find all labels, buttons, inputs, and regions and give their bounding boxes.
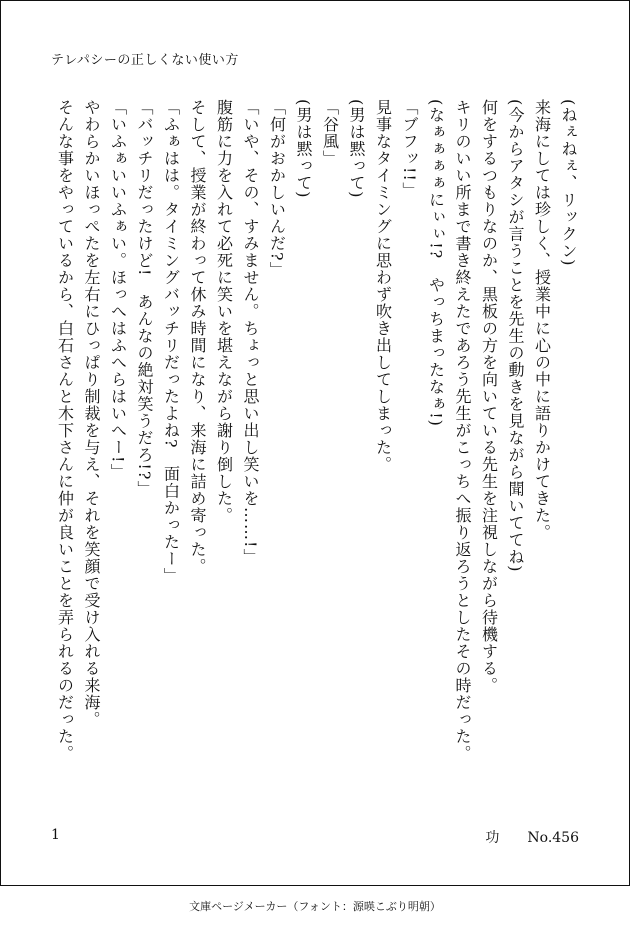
text-line-5: キリのいい所まで書き終えたであろう先生がこっちへ振り返ろうとしたその時だった。 [453, 99, 472, 762]
text-line-15: そして、授業が終わって休み時間になり、来海に詰め寄った。 [188, 99, 207, 575]
work-number: No.456 [527, 830, 579, 846]
text-line-2: 来海にしては珍しく、授業中に心の中に語りかけてきた。 [532, 99, 552, 541]
text-line-17: 「バッチリだったけど! あんなの絶対笑うだろ!?」 [135, 99, 154, 498]
text-line-1: (ねぇねぇ、リックン) [559, 99, 578, 267]
vertical-body-text [51, 99, 581, 819]
text-line-13: 「いや、その、すみません。ちょっと思い出し笑いを……!」 [241, 99, 260, 566]
author-name: 功 [485, 830, 500, 846]
text-line-16: 「ふぁはは。タイミングバッチリだったよね? 面白かったー」 [161, 99, 181, 585]
text-line-6: (なぁぁぁぁにぃぃ!? やっちまったなぁ!) [426, 99, 446, 427]
text-line-12: 「何がおかしいんだ?」 [267, 99, 287, 279]
text-line-9: (男は黙って) [347, 99, 366, 199]
text-line-18: 「いふぁいいふぁい。ほっへはふへらはいへー!」 [108, 99, 128, 481]
text-line-10: 「谷風」 [320, 99, 340, 167]
text-line-7: 「ブフッ!!」 [400, 99, 419, 199]
text-line-4: 何をするつもりなのか、黒板の方を向いている先生を注視しながら待機する。 [479, 99, 499, 694]
text-line-8: 見事なタイミングに思わず吹き出してしまった。 [373, 99, 393, 473]
author-info [485, 827, 579, 847]
text-line-3: (今からアタシが言うことを先生の動きを見ながら聞いててね) [506, 99, 525, 573]
story-title: テレパシーの正しくない使い方 [51, 53, 239, 68]
text-line-11: (男は黙って) [294, 99, 313, 199]
text-line-14: 腹筋に力を入れて必死に笑いを堪えながら謝り倒した。 [214, 99, 234, 524]
text-line-20: そんな事をやっているから、白石さんと木下さんに仲が良いことを弄られるのだった。 [55, 99, 75, 762]
text-line-19: やわらかいほっぺたを左右にひっぱり制裁を与え、それを笑顔で受け入れる来海。 [82, 99, 101, 728]
footer-credit: 文庫ページメーカー（フォント：源暎こぶり明朝） [189, 900, 441, 913]
page-number: 1 [51, 827, 60, 843]
